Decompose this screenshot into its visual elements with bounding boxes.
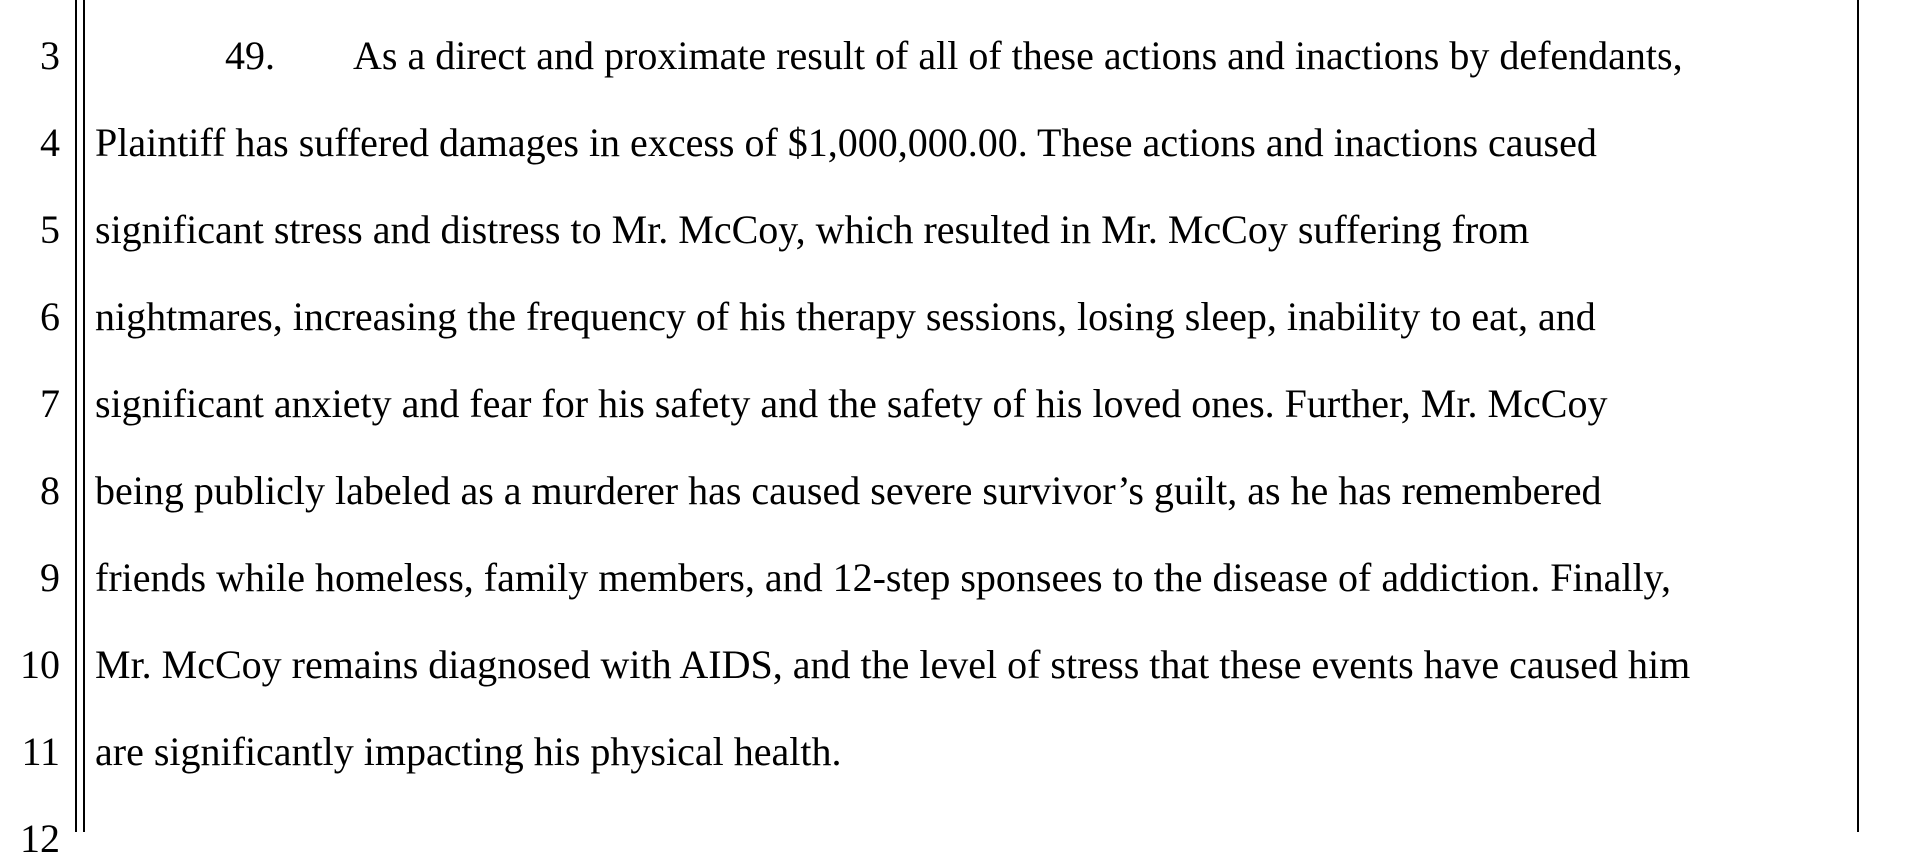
line-number-column	[0, 0, 60, 861]
left-margin-rule-inner	[83, 0, 85, 832]
line-number: 9	[40, 555, 60, 600]
line-number: 7	[40, 381, 60, 426]
paragraph-49	[95, 0, 1855, 832]
right-margin-rule	[1857, 0, 1859, 832]
line-number: 3	[40, 33, 60, 78]
line-number: 5	[40, 207, 60, 252]
paragraph-line: Mr. McCoy remains diagnosed with AIDS, and the level of stress that these events have caused him	[95, 642, 1691, 687]
paragraph-line: nightmares, increasing the frequency of his therapy sessions, losing sleep, inability to eat, and	[95, 294, 1596, 339]
left-margin-rule	[75, 0, 77, 832]
paragraph-line: are significantly impacting his physical health.	[95, 729, 842, 774]
paragraph-number: 49.	[225, 33, 275, 78]
line-number: 10	[20, 642, 60, 687]
line-number: 6	[40, 294, 60, 339]
paragraph-line: significant anxiety and fear for his safety and the safety of his loved ones. Further, Mr. McCoy	[95, 381, 1608, 426]
paragraph-line: significant stress and distress to Mr. McCoy, which resulted in Mr. McCoy suffering from	[95, 207, 1530, 252]
line-number: 8	[40, 468, 60, 513]
paragraph-line: friends while homeless, family members, and 12-step sponsees to the disease of addiction. Finally,	[95, 555, 1671, 600]
line-number: 4	[40, 120, 60, 165]
paragraph-line: As a direct and proximate result of all of these actions and inactions by defendants,	[353, 33, 1683, 78]
line-number: 11	[21, 729, 60, 774]
paragraph-line: Plaintiff has suffered damages in excess of $1,000,000.00. These actions and inactions caused	[95, 120, 1597, 165]
paragraph-line: being publicly labeled as a murderer has caused severe survivor’s guilt, as he has remembered	[95, 468, 1602, 513]
line-number: 12	[20, 816, 60, 861]
